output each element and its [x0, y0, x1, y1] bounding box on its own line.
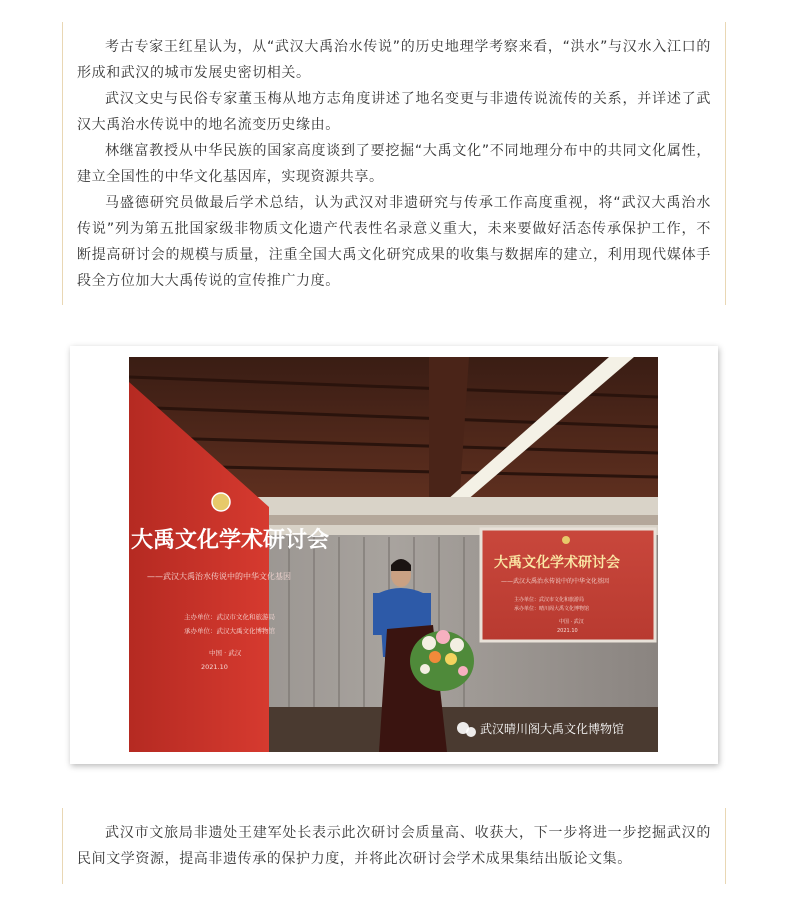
- paragraph-ma-shengde: 马盛德研究员做最后学术总结，认为武汉对非遗研究与传承工作高度重视，将“武汉大禹治水传说”列为第五批国家级非物质文化遗产代表性名录意义重大，未来要做好活态传承保护工作，不断提高研讨会的规模与质量，注重全国大禹文化研究成果的收集与数据库的建立，利用现代媒体手段全方位加大大禹传说的宣传推广力度。: [77, 195, 711, 289]
- banner-title: 大禹文化学术研讨会: [131, 528, 330, 553]
- banner-host: 承办单位：武汉大禹文化博物馆: [184, 627, 275, 635]
- banner-place: 中国 · 武汉: [209, 649, 242, 657]
- screen-subtitle: ——武汉大禹治水传说中的中华文化基因: [501, 578, 610, 585]
- screen-title: 大禹文化学术研讨会: [494, 555, 620, 571]
- screen-host: 承办单位：晴川阁大禹文化博物馆: [514, 606, 590, 612]
- screen-organizer: 主办单位：武汉市文化和旅游局: [514, 597, 585, 603]
- paragraph-wang-jianjun: 武汉市文旅局非遗处王建军处长表示此次研讨会质量高、收获大，下一步将进一步挖掘武汉的民间文学资源，提高非遗传承的保护力度，并将此次研讨会学术成果集结出版论文集。: [77, 825, 711, 867]
- watermark-text: 武汉晴川阁大禹文化博物馆: [480, 722, 625, 736]
- article-text-card-bottom: [62, 808, 726, 884]
- watermark: [457, 721, 624, 737]
- screen-date: 2021.10: [557, 628, 578, 634]
- paragraph-dong-yumei: 武汉文史与民俗专家董玉梅从地方志角度讲述了地名变更与非遗传说流传的关系，并详述了武汉大禹治水传说中的地名流变历史缘由。: [77, 91, 711, 133]
- banner-subtitle: ——武汉大禹治水传说中的中华文化基因: [147, 572, 291, 581]
- paragraph-lin-jifu: 林继富教授从中华民族的国家高度谈到了要挖掘“大禹文化”不同地理分布中的共同文化属性，建立全国性的中华文化基因库，实现资源共享。: [77, 143, 711, 185]
- screen-place: 中国 · 武汉: [559, 619, 584, 625]
- paragraph-wang-hongxing: 考古专家王红星认为，从“武汉大禹治水传说”的历史地理学考察来看，“洪水”与汉水入江口的形成和武汉的城市发展史密切相关。: [77, 39, 711, 81]
- article-text-card-top: [62, 22, 726, 305]
- banner-date: 2021.10: [201, 663, 228, 671]
- banner-logo-icon: [212, 493, 230, 511]
- symposium-photo[interactable]: [129, 357, 658, 752]
- photo-frame: [70, 346, 718, 764]
- banner-organizer: 主办单位：武汉市文化和旅游局: [184, 613, 275, 621]
